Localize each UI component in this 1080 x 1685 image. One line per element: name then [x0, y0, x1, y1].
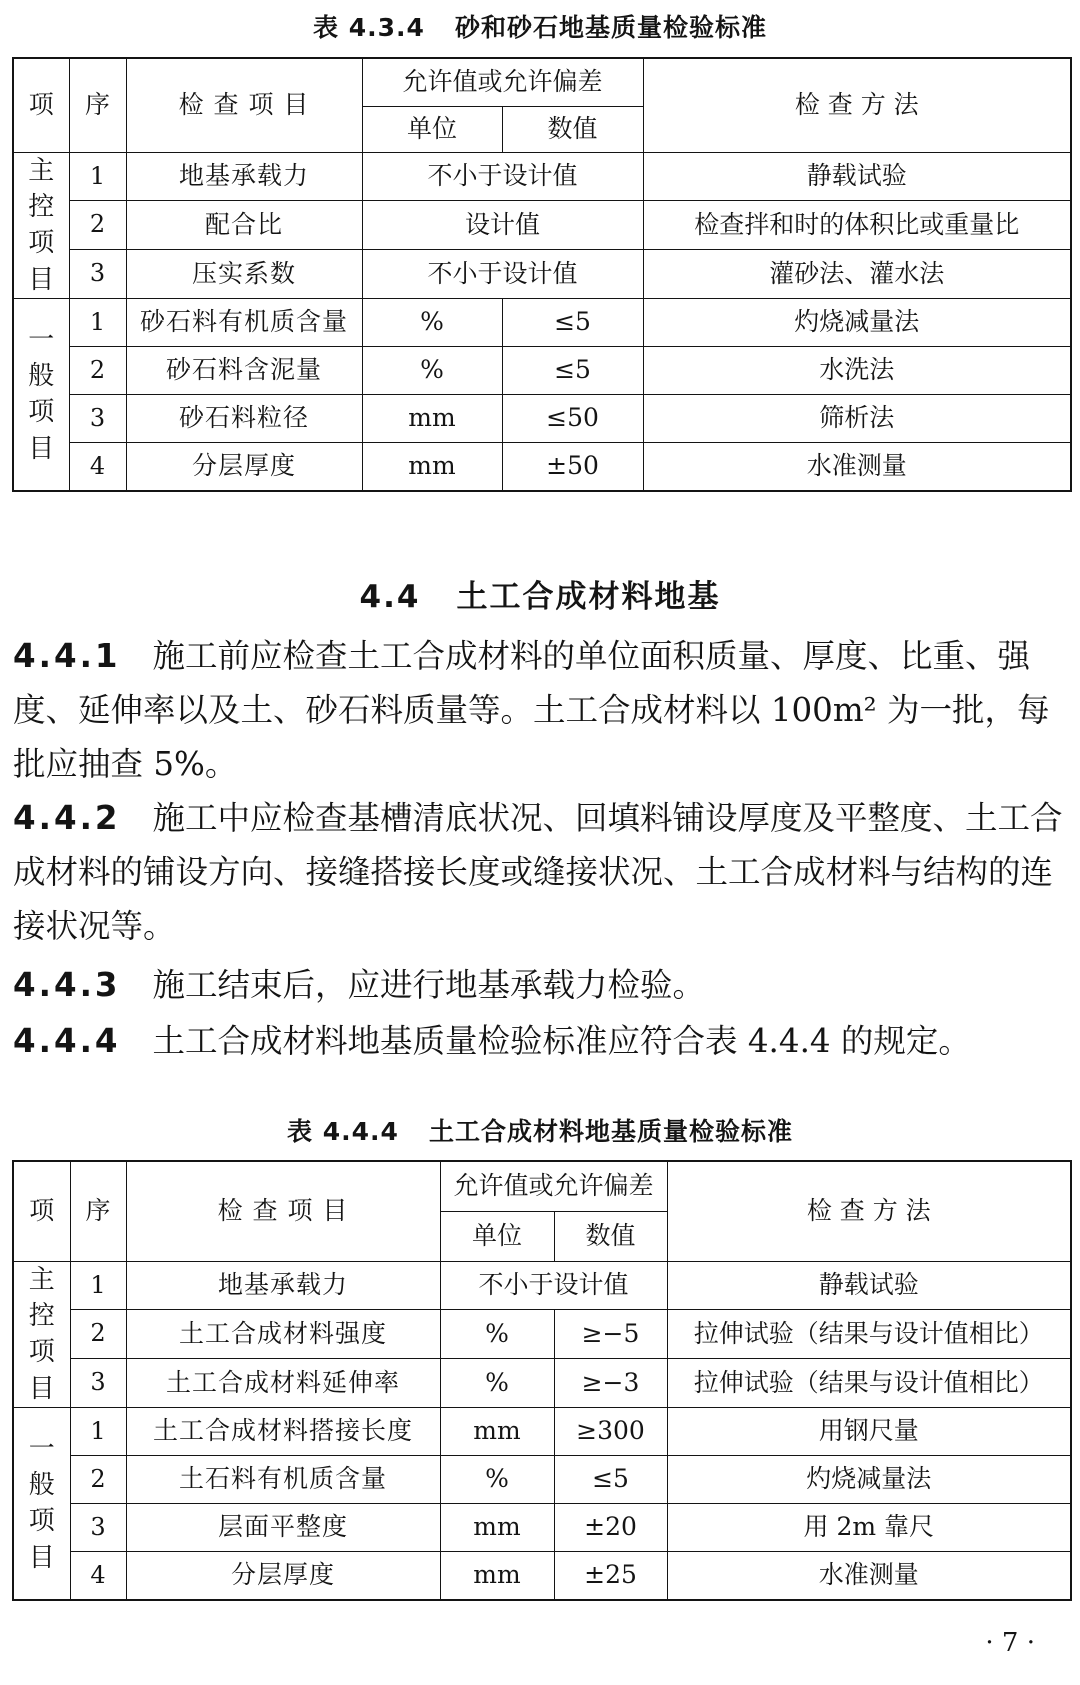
row-item: 地基承载力	[126, 152, 362, 201]
row-item: 土石料有机质含量	[126, 1456, 440, 1504]
row-item: 层面平整度	[126, 1504, 440, 1552]
header-item: 检 查 项 目	[126, 1161, 440, 1261]
row-method: 拉伸试验（结果与设计值相比）	[667, 1310, 1071, 1359]
row-item: 砂石料有机质含量	[126, 299, 362, 347]
table-row	[13, 1552, 1071, 1600]
table-row	[13, 443, 1071, 491]
row-method: 筛析法	[643, 395, 1071, 443]
table-row	[13, 1408, 1071, 1456]
row-seq: 2	[69, 347, 126, 395]
row-seq: 3	[70, 1504, 126, 1552]
row-unit: mm	[440, 1408, 554, 1456]
clause-number: 4.4.1	[13, 637, 121, 675]
row-allowance: 不小于设计值	[362, 152, 643, 201]
row-unit: %	[440, 1359, 554, 1408]
clause-paragraph	[13, 791, 1068, 953]
clause-paragraph	[13, 958, 1068, 1012]
table-row	[13, 250, 1071, 299]
header-item: 检 查 项 目	[126, 58, 362, 152]
clause-text: 施工中应检查基槽清底状况、回填料铺设厚度及平整度、土工合成材料的铺设方向、接缝搭接长度或缝接状况、土工合成材料与结构的连接状况等。	[13, 799, 1063, 945]
row-unit: %	[440, 1310, 554, 1359]
row-seq: 4	[70, 1552, 126, 1600]
header-value: 数值	[554, 1211, 667, 1261]
inspection-table-434	[12, 57, 1072, 492]
row-seq: 4	[69, 443, 126, 491]
row-item: 分层厚度	[126, 1552, 440, 1600]
row-item: 土工合成材料强度	[126, 1310, 440, 1359]
clause-text: 施工结束后，应进行地基承载力检验。	[152, 966, 706, 1004]
category-main-control: 主 控 项 目	[13, 1261, 70, 1408]
row-unit: %	[362, 299, 502, 347]
table-row	[13, 1504, 1071, 1552]
clause-number: 4.4.2	[13, 799, 121, 837]
table-row	[13, 395, 1071, 443]
row-seq: 2	[69, 201, 126, 250]
row-allowance: 设计值	[362, 201, 643, 250]
table-row	[13, 152, 1071, 201]
row-method: 水准测量	[643, 443, 1071, 491]
header-unit: 单位	[440, 1211, 554, 1261]
row-item: 土工合成材料延伸率	[126, 1359, 440, 1408]
row-value: ≤5	[554, 1456, 667, 1504]
table-row	[13, 1310, 1071, 1359]
section-heading	[0, 571, 1080, 616]
row-seq: 1	[70, 1408, 126, 1456]
row-allowance: 不小于设计值	[440, 1261, 667, 1310]
row-method: 灼烧减量法	[667, 1456, 1071, 1504]
row-method: 检查拌和时的体积比或重量比	[643, 201, 1071, 250]
clause-number: 4.4.3	[13, 966, 121, 1004]
row-seq: 1	[69, 152, 126, 201]
row-unit: mm	[440, 1504, 554, 1552]
row-unit: %	[362, 347, 502, 395]
row-seq: 1	[69, 299, 126, 347]
header-seq: 序	[70, 1161, 126, 1261]
table-caption	[0, 1112, 1080, 1148]
row-seq: 3	[70, 1359, 126, 1408]
header-category: 项	[13, 1161, 70, 1261]
row-method: 灌砂法、灌水法	[643, 250, 1071, 299]
row-allowance: 不小于设计值	[362, 250, 643, 299]
row-item: 配合比	[126, 201, 362, 250]
row-method: 水准测量	[667, 1552, 1071, 1600]
row-method: 用 2m 靠尺	[667, 1504, 1071, 1552]
clause-text: 土工合成材料地基质量检验标准应符合表 4.4.4 的规定。	[152, 1022, 971, 1060]
header-allowance: 允许值或允许偏差	[362, 58, 643, 106]
row-value: ±50	[502, 443, 643, 491]
row-unit: mm	[440, 1552, 554, 1600]
row-value: ≥−5	[554, 1310, 667, 1359]
row-value: ≤50	[502, 395, 643, 443]
row-method: 拉伸试验（结果与设计值相比）	[667, 1359, 1071, 1408]
row-method: 用钢尺量	[667, 1408, 1071, 1456]
header-method: 检 查 方 法	[643, 58, 1071, 152]
header-unit: 单位	[362, 106, 502, 152]
row-unit: %	[440, 1456, 554, 1504]
row-item: 地基承载力	[126, 1261, 440, 1310]
clause-number: 4.4.4	[13, 1022, 121, 1060]
row-value: ≥−3	[554, 1359, 667, 1408]
table-title: 土工合成材料地基质量检验标准	[428, 1117, 793, 1146]
row-method: 静载试验	[667, 1261, 1071, 1310]
row-seq: 2	[70, 1456, 126, 1504]
section-title: 土工合成材料地基	[456, 579, 721, 615]
row-value: ≥300	[554, 1408, 667, 1456]
table-row	[13, 1261, 1071, 1310]
table-row	[13, 347, 1071, 395]
row-item: 砂石料含泥量	[126, 347, 362, 395]
page-number: · 7 ·	[985, 1628, 1035, 1658]
category-general: 一 般 项 目	[13, 1408, 70, 1600]
row-value: ≤5	[502, 299, 643, 347]
table-row	[13, 1456, 1071, 1504]
header-allowance: 允许值或允许偏差	[440, 1161, 667, 1211]
table-number: 表 4.3.4	[313, 13, 425, 42]
row-seq: 2	[70, 1310, 126, 1359]
table-title: 砂和砂石地基质量检验标准	[454, 13, 767, 42]
section-number: 4.4	[359, 579, 421, 615]
table-number: 表 4.4.4	[287, 1117, 399, 1146]
row-value: ≤5	[502, 347, 643, 395]
row-method: 灼烧减量法	[643, 299, 1071, 347]
table-row	[13, 1359, 1071, 1408]
row-value: ±25	[554, 1552, 667, 1600]
clause-paragraph	[13, 1014, 1068, 1068]
table-header-row	[13, 58, 1071, 106]
table-row	[13, 201, 1071, 250]
row-method: 静载试验	[643, 152, 1071, 201]
table-caption	[0, 8, 1080, 44]
row-unit: mm	[362, 443, 502, 491]
header-category: 项	[13, 58, 69, 152]
table-row	[13, 299, 1071, 347]
category-main-control: 主 控 项 目	[13, 152, 69, 299]
inspection-table-444	[12, 1160, 1072, 1601]
header-method: 检 查 方 法	[667, 1161, 1071, 1261]
row-value: ±20	[554, 1504, 667, 1552]
row-item: 压实系数	[126, 250, 362, 299]
header-seq: 序	[69, 58, 126, 152]
row-seq: 3	[69, 250, 126, 299]
category-general: 一 般 项 目	[13, 299, 69, 491]
row-item: 土工合成材料搭接长度	[126, 1408, 440, 1456]
clause-paragraph	[13, 629, 1068, 791]
row-seq: 3	[69, 395, 126, 443]
row-item: 砂石料粒径	[126, 395, 362, 443]
row-unit: mm	[362, 395, 502, 443]
row-seq: 1	[70, 1261, 126, 1310]
clause-text: 施工前应检查土工合成材料的单位面积质量、厚度、比重、强度、延伸率以及土、砂石料质量等。土工合成材料以 100m² 为一批，每批应抽查 5%。	[13, 637, 1050, 783]
table-header-row	[13, 1161, 1071, 1211]
header-value: 数值	[502, 106, 643, 152]
row-item: 分层厚度	[126, 443, 362, 491]
row-method: 水洗法	[643, 347, 1071, 395]
